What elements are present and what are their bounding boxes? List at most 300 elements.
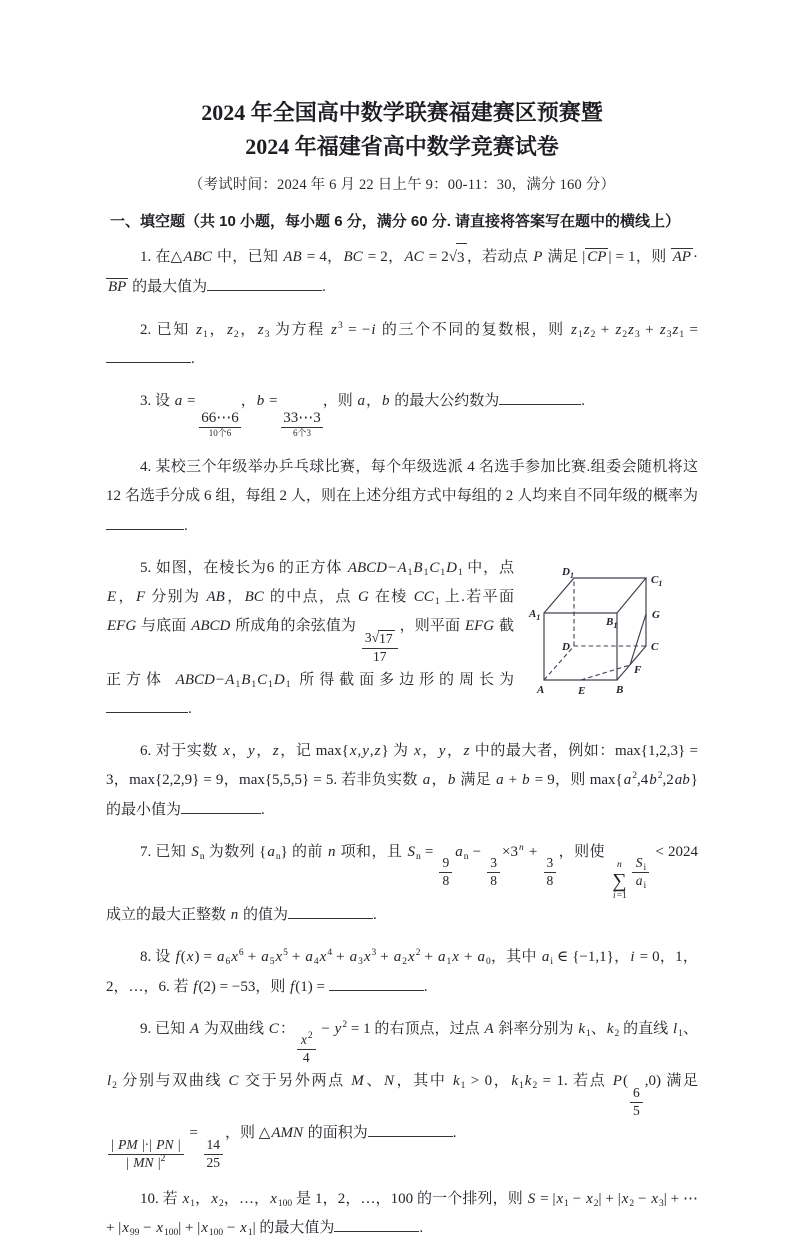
text-run: 为方程 xyxy=(269,321,331,338)
text-run: = 9，则 max{ xyxy=(530,772,623,789)
variable: z xyxy=(659,321,666,338)
subscript: 1 xyxy=(446,957,452,968)
variable: z xyxy=(583,321,590,338)
variable: G xyxy=(357,589,369,606)
text-run: + xyxy=(595,321,615,338)
subscript: 1 xyxy=(203,329,208,340)
vertex-label-F: F xyxy=(634,663,642,676)
subscript: 2 xyxy=(402,957,408,968)
variable: l xyxy=(107,1073,112,1090)
variable: y xyxy=(362,743,369,760)
subscript: 1 xyxy=(247,1227,253,1238)
vector-overline xyxy=(585,248,608,266)
text-run: 分别与双曲线 xyxy=(116,1073,228,1090)
subscript: 1 xyxy=(460,1081,466,1092)
subscript: 2 xyxy=(629,1198,635,1209)
text-run: = 0，1，2，…，6. 若 xyxy=(106,949,698,995)
subscript: 100 xyxy=(208,1227,224,1238)
denominator xyxy=(630,1103,643,1120)
text-run: ,2 xyxy=(662,772,674,789)
subscript: 1 xyxy=(434,597,440,608)
text-run: ,4 xyxy=(637,772,649,789)
variable: x xyxy=(300,1032,307,1048)
variable: a xyxy=(305,949,313,966)
text-run: 所得截面多边形的周长为 xyxy=(290,671,514,688)
text-run: 3 xyxy=(364,629,372,645)
text-run: = 1. 若点 xyxy=(537,1073,612,1090)
variable: N xyxy=(383,1073,394,1090)
text-run: 3 xyxy=(490,855,497,871)
text-run: ，其中 xyxy=(490,949,541,966)
variable: z xyxy=(331,321,337,338)
answer-blank xyxy=(181,800,261,814)
variable: PN xyxy=(156,1136,174,1152)
text-run: − xyxy=(317,1020,334,1037)
text-run: 分别为 xyxy=(146,589,206,606)
text-run: = 1 的右顶点，过点 xyxy=(347,1020,484,1037)
vertex-label-A: A xyxy=(537,683,545,696)
text-run: ， xyxy=(238,321,257,338)
scripted-term xyxy=(334,1021,347,1037)
underbrace-label: 10个6 xyxy=(208,428,232,439)
variable: x xyxy=(556,1190,564,1207)
subscript: 1 xyxy=(407,567,413,578)
variable: k xyxy=(524,1073,532,1090)
numerator xyxy=(362,630,398,649)
square-root xyxy=(449,243,467,273)
scripted-term xyxy=(510,1073,524,1092)
text-run: 的中点，点 xyxy=(264,589,357,606)
subscript: 6 xyxy=(225,957,231,968)
radical-sign: √ xyxy=(371,629,380,645)
variable: AC xyxy=(404,249,424,266)
text-run: 、 xyxy=(590,1020,606,1037)
text-run: | + | xyxy=(178,1219,201,1236)
text-run: = xyxy=(265,393,282,410)
text-run: + xyxy=(243,949,261,966)
text-run: (2) = −53，则 xyxy=(198,978,290,995)
variable: x xyxy=(621,1190,629,1207)
vector-overline xyxy=(671,248,693,266)
variable: y xyxy=(334,1020,342,1037)
variable: M xyxy=(351,1073,364,1090)
scripted-term xyxy=(524,1073,538,1092)
variable: P xyxy=(533,249,543,266)
text-run: } 的前 xyxy=(280,843,327,860)
text-run: 中，已知 xyxy=(212,249,283,266)
text-run: ( xyxy=(180,949,186,966)
text-run: ,0) 满足 xyxy=(644,1073,698,1090)
text-run: 截正方体 xyxy=(106,618,514,688)
question-6 xyxy=(106,737,698,825)
answer-blank xyxy=(329,977,424,991)
subscript: 1 xyxy=(268,679,273,690)
scripted-term xyxy=(452,1073,466,1092)
variable: a xyxy=(174,393,183,410)
variable: b xyxy=(256,393,265,410)
text-run: 为数列 { xyxy=(204,843,267,860)
answer-blank xyxy=(207,277,322,291)
text-run: 的三个不同的复数根，则 xyxy=(376,321,571,338)
variable: EFG xyxy=(107,618,137,635)
text-run: + xyxy=(504,772,522,789)
variable: ABCD xyxy=(175,671,215,688)
scripted-term xyxy=(226,322,239,338)
scripted-term xyxy=(273,672,291,688)
text-run: ( xyxy=(622,1073,628,1090)
text-run: 1. 在△ xyxy=(140,249,183,266)
vertex-label-D: D xyxy=(562,640,570,653)
radicand xyxy=(378,630,395,648)
text-run: ， xyxy=(117,589,135,606)
scripted-term xyxy=(437,949,452,968)
variable: A xyxy=(484,1020,494,1037)
text-run: 满足 xyxy=(543,249,583,266)
question-7 xyxy=(106,838,698,931)
vertex-label-C: C xyxy=(651,640,659,653)
scripted-term xyxy=(304,949,319,968)
scripted-term xyxy=(650,1191,663,1207)
variable: E xyxy=(107,589,117,606)
variable: ABCD xyxy=(347,559,388,576)
text-run: 14 xyxy=(206,1136,221,1152)
text-run: 4. 某校三个年级举办乒乓球比赛，每个年级选派 4 名选手参加比赛.组委会随机将这 12 名选手分成 6 组，每组 2 人，则在上述分组方式中每组的 2 人均来自不同年级的概率为 xyxy=(106,459,698,505)
text-run: 中的最大者，例如：max{1,2,3} = 3，max{2,2,9} = 9，max{5,5,5} = 5. 若非负实数 xyxy=(106,743,698,789)
superscript: 3 xyxy=(371,948,377,959)
text-run: } 的最小值为 xyxy=(106,772,698,818)
variable: f xyxy=(193,978,198,995)
superscript: 6 xyxy=(238,948,244,959)
scripted-term xyxy=(396,560,412,576)
text-run: 、 xyxy=(364,1073,383,1090)
superscript: 2 xyxy=(415,948,421,959)
text-run: , xyxy=(357,743,362,760)
scripted-term xyxy=(210,1191,223,1207)
subscript: 3 xyxy=(358,957,363,968)
text-run: + xyxy=(524,843,542,860)
text-run: ， xyxy=(431,772,447,789)
subscript: 2 xyxy=(590,329,596,340)
variable: x xyxy=(182,1190,190,1207)
denominator xyxy=(370,649,390,666)
text-run: . xyxy=(191,350,195,367)
underbrace-content: 33⋯3 xyxy=(283,410,321,427)
subscript: 1 xyxy=(190,1198,196,1209)
numerator xyxy=(297,1032,316,1050)
text-run: 为双曲线 xyxy=(200,1020,268,1037)
subscript: 2 xyxy=(593,1198,599,1209)
answer-blank xyxy=(288,905,373,919)
variable: PM xyxy=(118,1136,138,1152)
section-header: 一、填空题（共 10 小题，每小题 6 分，满分 60 分. 请直接将答案写在题中的横线上） xyxy=(110,213,681,231)
scripted-term xyxy=(230,949,243,965)
variable: x xyxy=(349,743,357,760)
answer-blank xyxy=(106,516,184,530)
text-run: 17 xyxy=(379,630,393,646)
radicand xyxy=(456,243,467,273)
variable: z xyxy=(571,321,577,338)
text-run: ) = xyxy=(194,949,216,966)
variable: x xyxy=(275,949,283,966)
text-run: 8 xyxy=(442,873,450,889)
scripted-term xyxy=(216,949,231,968)
sigma-icon: ∑ xyxy=(612,869,627,892)
scripted-term xyxy=(583,322,596,338)
answer-blank xyxy=(334,1218,419,1232)
variable: z xyxy=(272,743,279,760)
subscript: i xyxy=(643,881,647,892)
variable: z xyxy=(463,743,470,760)
variable: ABC xyxy=(183,249,212,266)
variable: A xyxy=(225,671,235,688)
text-run: ，若动点 xyxy=(466,249,533,266)
subscript: i xyxy=(550,957,554,968)
text-run: } 为 xyxy=(381,743,413,760)
text-run: . xyxy=(322,279,326,296)
text-run: 8 xyxy=(546,873,554,889)
text-run: ，其中 xyxy=(394,1073,452,1090)
text-run: 10. 若 xyxy=(140,1190,182,1207)
text-run: 的面积为 xyxy=(304,1125,368,1142)
text-run: . xyxy=(581,393,586,410)
text-run: + xyxy=(459,949,477,966)
variable: z xyxy=(628,321,634,338)
fraction xyxy=(108,1137,184,1172)
variable: x xyxy=(211,1190,218,1207)
subscript: n xyxy=(199,851,205,862)
variable: y xyxy=(248,743,255,760)
text-run: | xyxy=(174,1136,181,1152)
variable: EFG xyxy=(464,618,495,635)
variable: A xyxy=(397,559,407,576)
subscript: 2 xyxy=(233,329,239,340)
scripted-term xyxy=(274,949,287,965)
scripted-term xyxy=(260,949,275,968)
scripted-term xyxy=(363,949,376,965)
variable: ABCD xyxy=(191,618,231,635)
text-run: 满足 xyxy=(456,772,496,789)
variable: b xyxy=(447,772,456,789)
subscript: 1 xyxy=(679,329,685,340)
scripted-term xyxy=(541,949,554,968)
subscript: 99 xyxy=(129,1227,140,1238)
text-run: ，则 △ xyxy=(225,1125,271,1142)
subscript: 1 xyxy=(678,1028,683,1039)
variable: x xyxy=(270,1190,277,1207)
subscript: 5 xyxy=(269,957,275,968)
variable: z xyxy=(196,321,203,338)
subscript: 100 xyxy=(164,1227,179,1238)
text-run: | = 1，则 xyxy=(608,249,671,266)
text-run: + xyxy=(332,949,349,966)
vertex-label-B1: $B_1$ xyxy=(606,615,618,630)
subscript: n xyxy=(463,851,469,862)
variable: x xyxy=(156,1219,164,1236)
variable: x xyxy=(586,1190,593,1207)
numerator xyxy=(204,1137,224,1155)
text-run: 在棱 xyxy=(369,589,413,606)
text-run: 斜率分别为 xyxy=(494,1020,578,1037)
text-run: |·| xyxy=(138,1136,156,1152)
subscript: 0 xyxy=(485,957,491,968)
variable: i xyxy=(371,321,376,338)
scripted-term xyxy=(257,322,270,338)
text-run: ， xyxy=(195,1190,211,1207)
variable: a xyxy=(477,949,485,966)
text-run: ，…， xyxy=(223,1190,270,1207)
scripted-term xyxy=(648,772,662,788)
text-run: 3 xyxy=(457,250,465,267)
scripted-term xyxy=(585,1191,598,1207)
variable: a xyxy=(422,772,431,789)
subscript: 1 xyxy=(285,679,291,690)
subscript: 1 xyxy=(457,567,463,578)
variable: BP xyxy=(108,279,127,296)
sum-notation xyxy=(612,861,627,901)
text-run: 2. 已知 xyxy=(140,321,196,338)
fraction xyxy=(204,1137,224,1172)
text-run: − xyxy=(468,843,486,860)
text-run: 的直线 xyxy=(619,1020,672,1037)
text-run: 的值为 xyxy=(239,907,289,924)
text-run: ， xyxy=(446,743,463,760)
text-run: < 2024 成立的最大正整数 xyxy=(106,843,698,924)
text-run: ×3 xyxy=(502,843,518,860)
text-run: ， xyxy=(421,743,438,760)
denominator xyxy=(204,1155,224,1172)
variable: x xyxy=(201,1219,208,1236)
exam-info: （考试时间：2024 年 6 月 22 日上午 9：00-11：30，满分 160 分） xyxy=(188,177,616,194)
answer-blank xyxy=(106,699,188,713)
text-run: ， xyxy=(240,393,256,410)
exam-title xyxy=(106,96,698,164)
variable: S xyxy=(407,843,415,860)
denominator xyxy=(544,873,557,890)
question-list xyxy=(106,243,698,1243)
scripted-term xyxy=(623,772,637,788)
variable: CP xyxy=(587,249,607,266)
answer-blank xyxy=(368,1123,453,1137)
text-run: 的最大值为 xyxy=(128,279,208,296)
variable: C xyxy=(268,1020,279,1037)
text-run: . xyxy=(452,1125,457,1142)
text-run: 6. 对于实数 xyxy=(140,743,223,760)
variable: S xyxy=(635,855,643,871)
text-run: ，则 xyxy=(322,393,357,410)
variable: i xyxy=(630,949,635,966)
variable: z xyxy=(615,321,622,338)
superscript: 2 xyxy=(632,771,638,782)
scripted-term xyxy=(659,322,672,338)
variable: a xyxy=(541,949,550,966)
fraction xyxy=(362,630,398,666)
text-run: | + ⋯ + | xyxy=(106,1190,698,1236)
scripted-term xyxy=(635,855,647,874)
scripted-term xyxy=(627,322,640,338)
vector-overline xyxy=(106,278,128,296)
text-run: | xyxy=(582,249,586,266)
variable: a xyxy=(496,772,504,789)
vertex-label-G: G xyxy=(652,608,660,621)
text-run: 7. 已知 xyxy=(140,843,191,860)
variable: b xyxy=(382,393,390,410)
cube-figure xyxy=(524,556,698,708)
text-run: | 的最大值为 xyxy=(252,1219,335,1236)
text-run: 8. 设 xyxy=(140,949,175,966)
superscript: 2 xyxy=(342,1019,348,1030)
fraction xyxy=(439,855,452,890)
scripted-term xyxy=(635,873,647,892)
text-run: = 2， xyxy=(363,249,404,266)
text-run: ， xyxy=(230,743,248,760)
subscript: n xyxy=(275,851,281,862)
variable: f xyxy=(175,949,180,966)
variable: B xyxy=(241,671,251,688)
text-run: + xyxy=(376,949,393,966)
numerator xyxy=(632,855,649,873)
text-run: ∈ {−1,1}， xyxy=(553,949,630,966)
variable: a xyxy=(267,843,275,860)
text-run: + xyxy=(420,949,437,966)
subscript: 2 xyxy=(112,1081,117,1092)
underbrace xyxy=(199,409,241,440)
scripted-term xyxy=(239,1220,252,1236)
variable: CC xyxy=(413,589,434,606)
text-run: − xyxy=(388,559,397,576)
text-run: − xyxy=(139,1219,156,1236)
variable: BC xyxy=(244,589,264,606)
text-run: . xyxy=(261,801,265,818)
scripted-term xyxy=(393,949,408,968)
denominator xyxy=(487,873,500,890)
subscript: 2 xyxy=(614,1028,620,1039)
variable: k xyxy=(511,1073,519,1090)
subscript: n xyxy=(415,851,421,862)
scripted-term xyxy=(621,1191,634,1207)
scripted-term xyxy=(200,1220,223,1236)
superscript: 3 xyxy=(337,320,343,331)
vertex-label-C1: $C_1$ xyxy=(651,573,663,588)
variable: k xyxy=(452,1073,460,1090)
variable: l xyxy=(672,1020,678,1037)
variable: a xyxy=(438,949,446,966)
subscript: 1 xyxy=(235,679,241,690)
superscript: 4 xyxy=(327,948,333,959)
fraction xyxy=(544,855,557,890)
text-run: ，则平面 xyxy=(399,618,464,635)
denominator xyxy=(300,1050,313,1067)
text-run: 8 xyxy=(490,873,497,889)
variable: a xyxy=(216,949,225,966)
scripted-term xyxy=(155,1155,166,1170)
subscript: 1 xyxy=(440,567,446,578)
text-run: 9 xyxy=(442,855,450,871)
question-2 xyxy=(106,316,698,375)
text-run: 17 xyxy=(372,648,387,664)
variable: B xyxy=(413,559,423,576)
text-run: 交于另外两点 xyxy=(239,1073,351,1090)
superscript: 5 xyxy=(283,948,288,959)
text-run: = 2 xyxy=(424,249,449,266)
variable: BC xyxy=(343,249,363,266)
sum-lower-limit xyxy=(612,892,627,902)
numerator xyxy=(439,855,452,873)
text-run: 的最大公约数为 xyxy=(390,393,500,410)
variable: D xyxy=(273,671,285,688)
variable: x xyxy=(413,743,421,760)
subscript: 3 xyxy=(666,329,672,340)
subscript: 1 xyxy=(423,567,429,578)
